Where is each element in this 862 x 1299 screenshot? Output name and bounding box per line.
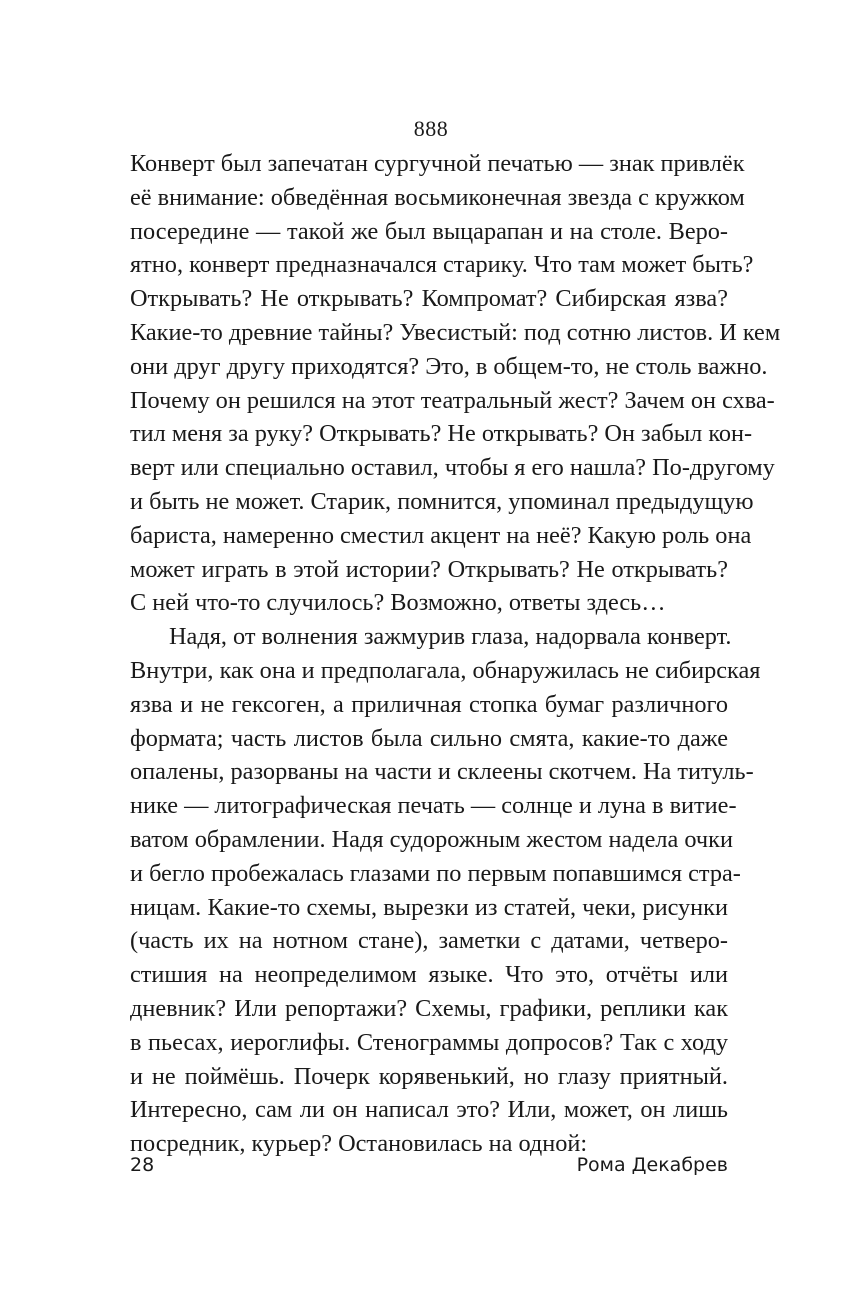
text-line: и бегло пробежалась глазами по первым попавшимся стра- xyxy=(130,859,741,887)
text-line: Почему он решился на этот театральный жест? Зачем он схва- xyxy=(130,386,775,414)
text-line: верт или специально оставил, чтобы я его нашла? По-другому xyxy=(130,454,775,482)
text-line: Внутри, как она и предполагала, обнаружилась не сибирская xyxy=(130,656,761,684)
text-line: Какие-то древние тайны? Увесистый: под сотню листов. И кем xyxy=(130,318,781,346)
text-line: посредник, курьер? Остановилась на одной: xyxy=(130,1130,588,1158)
text-line: и быть не может. Старик, помнится, упоминал предыдущую xyxy=(130,487,754,515)
text-line: посередине — такой же был выцарапан и на столе. Веро- xyxy=(130,217,728,245)
text-line: и не поймёшь. Почерк корявенький, но глазу приятный. xyxy=(130,1062,728,1090)
text-line: в пьесах, иероглифы. Стенограммы допросов? Так с ходу xyxy=(130,1028,728,1056)
text-line: Интересно, сам ли он написал это? Или, может, он лишь xyxy=(130,1096,728,1124)
text-line: формата; часть листов была сильно смята, какие-то даже xyxy=(130,724,728,752)
paragraph-2 xyxy=(130,620,761,1161)
text-line: ватом обрамлении. Надя судорожным жестом надела очки xyxy=(130,825,733,853)
chapter-heading: 888 xyxy=(413,116,449,141)
text-line: ятно, конверт предназначался старику. Что там может быть? xyxy=(130,251,754,279)
text-line: ницам. Какие-то схемы, вырезки из статей, чеки, рисунки xyxy=(130,893,728,921)
text-line: её внимание: обведённая восьмиконечная звезда с кружком xyxy=(130,183,745,211)
running-author: Рома Декабрев xyxy=(576,1154,728,1176)
text-line: Открывать? Не открывать? Компромат? Сибирская язва? xyxy=(130,285,728,313)
text-line: опалены, разорваны на части и склеены скотчем. На титуль- xyxy=(130,758,754,786)
page-number: 28 xyxy=(130,1154,155,1176)
text-line: тил меня за руку? Открывать? Не открывать? Он забыл кон- xyxy=(130,420,753,448)
text-line: может играть в этой истории? Открывать? Не открывать? xyxy=(130,555,728,583)
text-line: (часть их на нотном стане), заметки с датами, четверо- xyxy=(130,927,728,955)
text-line: бариста, намеренно сместил акцент на неё? Какую роль она xyxy=(130,521,752,549)
page-footer xyxy=(130,1152,728,1178)
text-line: Конверт был запечатан сургучной печатью — знак привлёк xyxy=(130,150,745,177)
text-line: дневник? Или репортажи? Схемы, графики, реплики как xyxy=(130,994,728,1022)
text-line: Надя, от волнения зажмурив глаза, надорвала конверт. xyxy=(169,623,732,651)
text-line: С ней что-то случилось? Возможно, ответы здесь… xyxy=(130,589,666,617)
text-line: нике — литографическая печать — солнце и луна в витие- xyxy=(130,792,737,820)
text-line: стишия на неопределимом языке. Что это, отчёты или xyxy=(130,961,728,989)
text-line: язва и не гексоген, а приличная стопка бумаг различного xyxy=(130,690,728,718)
paragraph-1 xyxy=(130,147,781,620)
body-text xyxy=(130,147,781,1161)
text-line: они друг другу приходятся? Это, в общем-то, не столь важно. xyxy=(130,352,768,380)
